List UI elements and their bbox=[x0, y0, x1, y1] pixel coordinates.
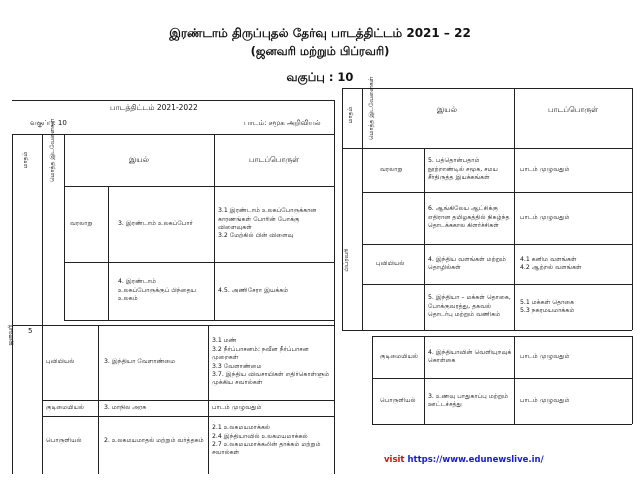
row-content bbox=[212, 325, 332, 400]
row-subject: பொருளியல் bbox=[46, 436, 82, 444]
col-periods-header: மொத்த இடவேளைகள் bbox=[49, 118, 56, 182]
content-item: 3.1 மண் bbox=[212, 337, 237, 345]
table-border bbox=[424, 148, 425, 330]
row-content bbox=[520, 336, 630, 378]
col-periods-header: மொத்த இடவேளைகள் bbox=[368, 76, 375, 140]
row-unit: 4. இந்தியாவின் வெளியுறவுக் கொள்கை bbox=[428, 348, 512, 364]
row-unit: 4. இந்திய வளங்கள் மற்றும் தொழில்கள் bbox=[428, 255, 506, 271]
class-line: வகுப்பு: 10 bbox=[30, 119, 67, 128]
page-subtitle: (ஜனவரி மற்றும் பிப்ரவரி) bbox=[250, 44, 390, 58]
col-content-header: பாடப்பொருள் bbox=[547, 104, 599, 114]
table-border bbox=[362, 88, 363, 330]
table-border bbox=[42, 134, 43, 474]
table-border bbox=[342, 88, 632, 89]
periods-cell: 5 bbox=[28, 327, 33, 336]
footer-prefix: visit bbox=[384, 455, 408, 465]
table-border bbox=[108, 186, 109, 320]
subject-line: பாடம்: சமூக அறிவியல் bbox=[244, 119, 321, 128]
table-border bbox=[514, 88, 515, 330]
content-item: 3.2 மேற்கில் பின் விளைவு bbox=[218, 232, 294, 240]
table-border bbox=[514, 336, 515, 424]
col-month-header: மாதம் bbox=[22, 151, 29, 169]
row-subject: புவியியல் bbox=[376, 259, 405, 267]
content-item: பாடம் முழுவதும் bbox=[520, 396, 570, 404]
content-item: பாடம் முழுவதும் bbox=[520, 352, 570, 360]
row-unit: 5. பத்தொன்பதாம் நூற்றாண்டில் சமூக, சமய சீர்திருத்த இயக்கங்கள் bbox=[428, 157, 498, 182]
content-item: 3.1 இரண்டாம் உலகப்போருக்கான காரணங்கள் போரின் போக்கு விளைவுகள் bbox=[218, 207, 317, 231]
table-border bbox=[12, 134, 13, 474]
content-item: பாடம் முழுவதும் bbox=[520, 165, 570, 173]
page-title: இரண்டாம் திருப்புதல் தேர்வு பாடத்திட்டம் 2021 – 22 bbox=[169, 26, 471, 40]
content-item: பாடம் முழுவதும் bbox=[520, 213, 570, 221]
col-content-header: பாடப்பொருள் bbox=[248, 154, 300, 164]
row-content bbox=[520, 192, 630, 244]
row-content bbox=[520, 148, 630, 192]
col-unit-header: இயல் bbox=[437, 104, 457, 114]
table-border bbox=[342, 88, 343, 330]
table-border bbox=[12, 134, 334, 135]
content-item: 5.3 நகரமயமாக்கம் bbox=[520, 307, 575, 314]
table-border bbox=[372, 336, 373, 424]
table-border bbox=[424, 336, 425, 424]
month-cell: ஜனவரி bbox=[7, 324, 14, 346]
content-item: 3.2 நீர்ப்பாசனம்: நவீன நீர்ப்பாசன முறைகள் bbox=[212, 345, 309, 362]
row-unit: 6. ஆங்கிலேய ஆட்சிக்கு எதிரான தமிழகத்தில் நிகழ்ந்த தொடக்ககால கிளர்ச்சிகள் bbox=[428, 205, 510, 230]
month-cell: பிப்ரவரி bbox=[343, 248, 350, 272]
row-subject: பொருளியல் bbox=[380, 396, 416, 404]
table-border bbox=[632, 336, 633, 424]
content-item: 2.4 இந்தியாவில் உலகமயமாக்கல் bbox=[212, 432, 308, 440]
content-item: 2.1 உலகமயமாக்கல் bbox=[212, 424, 271, 432]
row-content bbox=[212, 400, 332, 416]
syllabus-title: பாடத்திட்டம் 2021-2022 bbox=[110, 102, 198, 112]
table-border bbox=[342, 330, 632, 331]
row-content bbox=[520, 284, 630, 330]
row-subject: குடிமையியல் bbox=[46, 403, 85, 411]
table-border bbox=[372, 424, 632, 425]
col-unit-header: இயல் bbox=[129, 154, 149, 164]
table-border bbox=[98, 325, 99, 474]
content-item: 4.1 கனிம வளங்கள் bbox=[520, 255, 577, 263]
content-item: பாடம் முழுவதும் bbox=[212, 403, 262, 411]
row-subject: வரலாறு bbox=[70, 219, 93, 227]
footer-visit-link[interactable] bbox=[384, 455, 544, 465]
row-unit: 3. உணவு பாதுகாப்பு மற்றும் ஊட்டச்சத்து bbox=[428, 392, 509, 408]
table-border bbox=[632, 88, 633, 330]
row-unit: 2. உலகமயமாதல் மற்றும் வர்த்தகம் bbox=[104, 436, 204, 444]
content-item: 3.3 வேளாண்மை bbox=[212, 362, 262, 370]
row-unit: 3. இரண்டாம் உலகப்போர் bbox=[118, 219, 193, 227]
row-subject: குடிமையியல் bbox=[380, 352, 419, 360]
row-content bbox=[212, 416, 332, 466]
row-unit: 3. இந்தியா வேளாண்மை bbox=[104, 358, 176, 366]
class-label: வகுப்பு : 10 bbox=[286, 70, 354, 84]
table-border bbox=[208, 325, 209, 474]
content-item: 4.5. அணிசேரா இயக்கம் bbox=[218, 286, 289, 294]
row-unit: 5. இந்தியா – மக்கள் தொகை, போக்குவரத்து, தகவல் தொடர்பு மற்றும் வணிகம் bbox=[428, 294, 511, 319]
row-unit: 3. மாநில அரசு bbox=[104, 403, 147, 411]
footer-url[interactable]: https://www.edunewslive.in/ bbox=[407, 455, 544, 465]
col-month-header: மாதம் bbox=[347, 106, 354, 124]
table-border bbox=[12, 100, 334, 101]
table-border bbox=[64, 320, 334, 321]
row-content bbox=[520, 378, 630, 424]
row-content bbox=[218, 262, 330, 320]
row-content bbox=[520, 244, 630, 284]
content-item: 4.2 ஆற்றல் வளங்கள் bbox=[520, 264, 582, 271]
row-subject: வரலாறு bbox=[380, 165, 403, 173]
content-item: 3.7. இந்திய விவசாயிகள் எதிர்கொள்ளும் முக்கிய சவால்கள் bbox=[212, 370, 330, 387]
table-border bbox=[334, 100, 335, 474]
row-subject: புவியியல் bbox=[46, 358, 75, 366]
content-item: 5.1 மக்கள் தொகை bbox=[520, 298, 575, 306]
row-content bbox=[218, 186, 330, 262]
content-item: 2.7 உலகமயமாக்கலின் தாக்கம் மற்றும் சவால்கள் bbox=[212, 441, 321, 457]
row-unit: 4. இரண்டாம் உலகப்போருக்குப் பிந்தைய உலகம் bbox=[118, 278, 197, 303]
